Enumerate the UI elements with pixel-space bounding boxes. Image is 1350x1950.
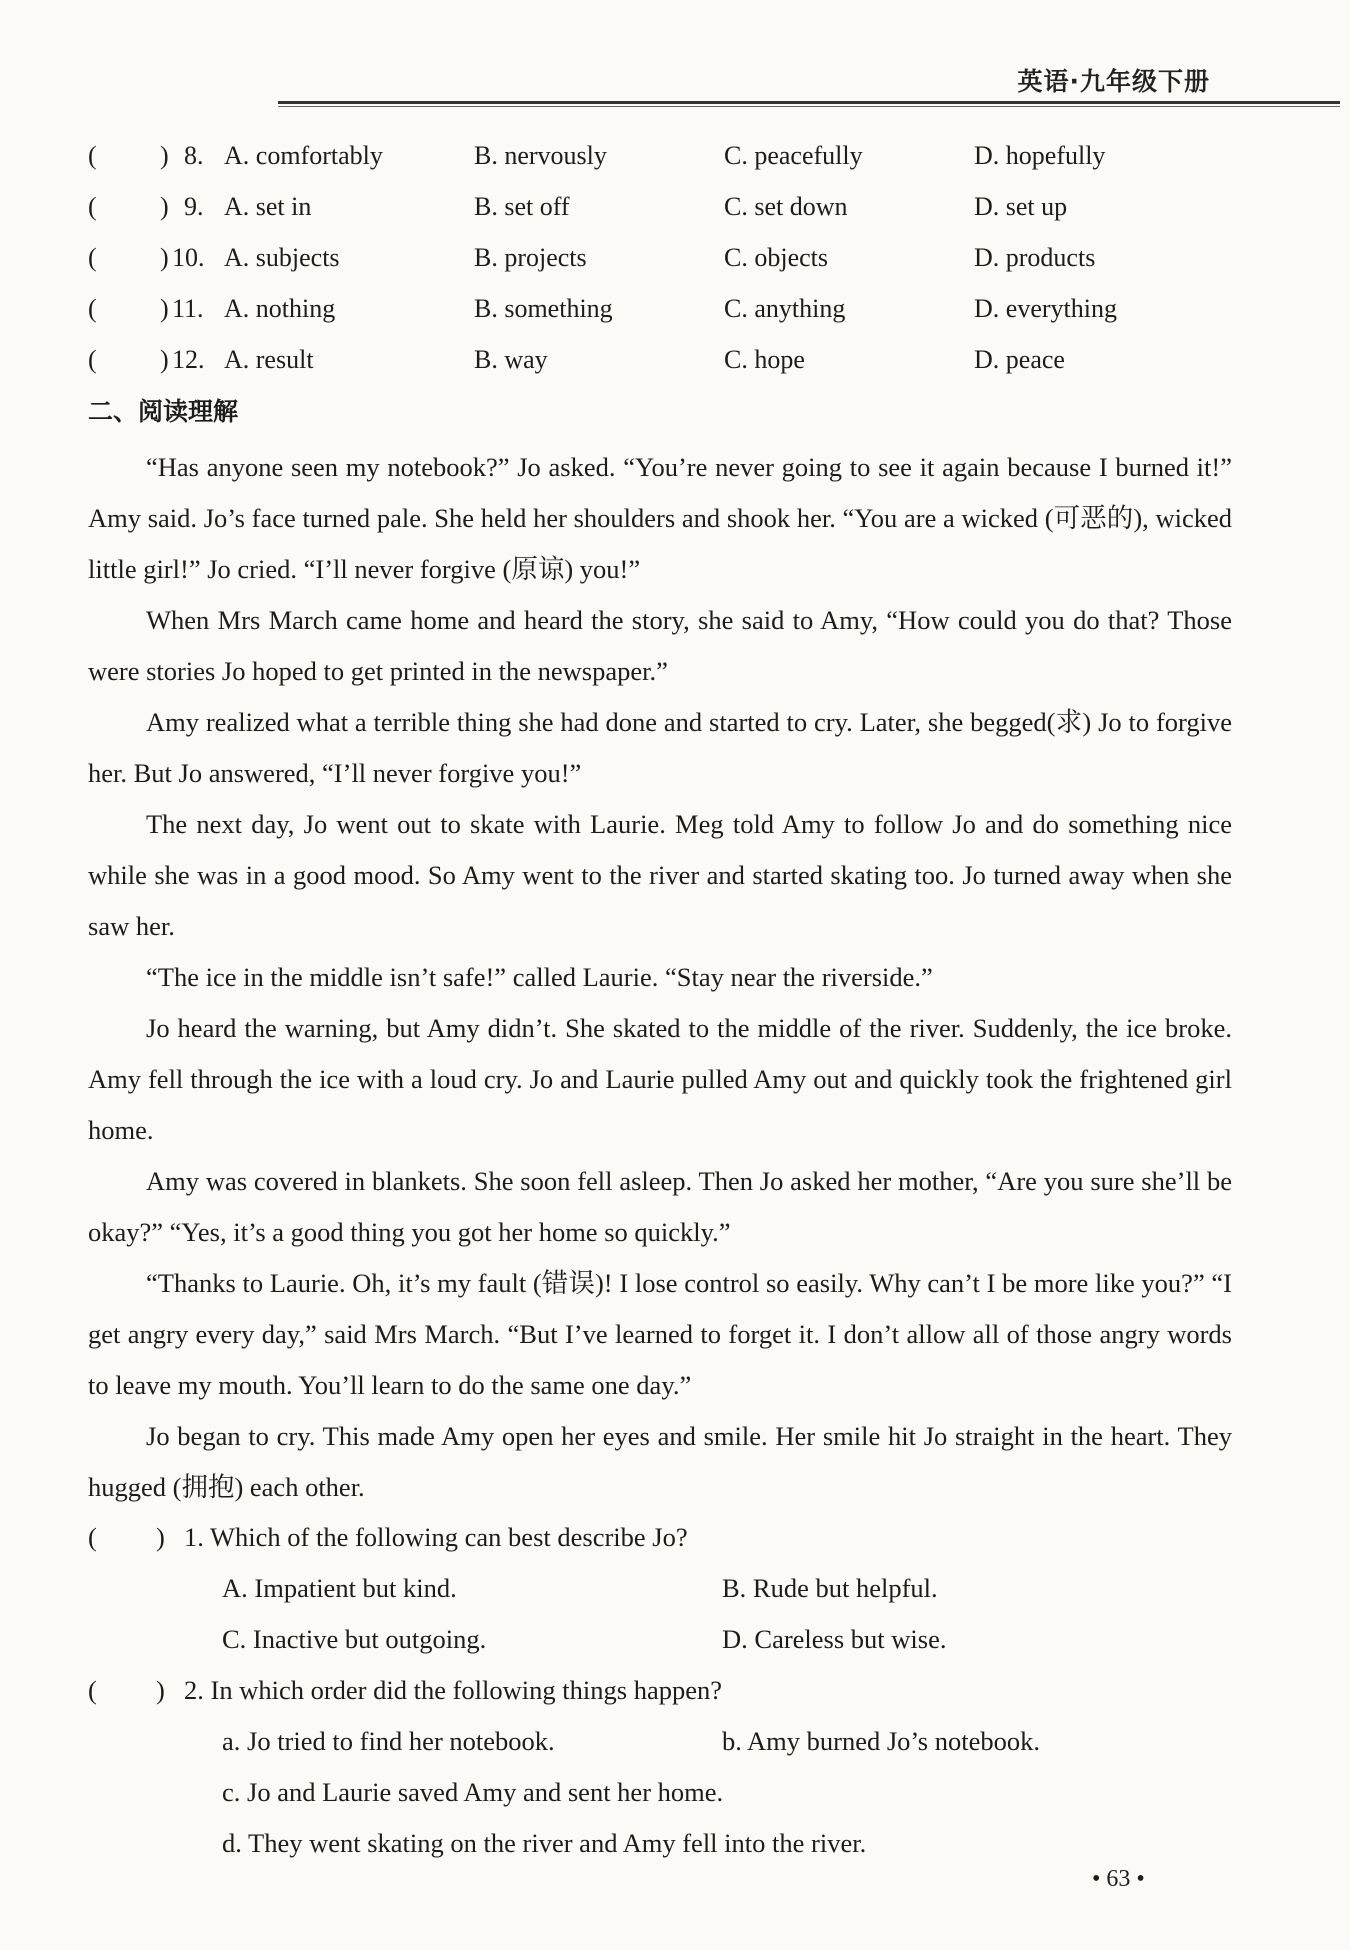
event-d: d. They went skating on the river and Amy fell into the river. — [222, 1828, 867, 1858]
passage-paragraph: “The ice in the middle isn’t safe!” called Laurie. “Stay near the riverside.” — [146, 962, 933, 992]
question-2-events-row — [88, 1818, 1248, 1869]
option-a: A. nothing — [224, 294, 336, 323]
answer-paren-open: ( — [88, 1522, 97, 1552]
option-d: D. peace — [974, 345, 1065, 374]
option-a: A. set in — [224, 192, 312, 221]
option-d: D. hopefully — [974, 141, 1106, 170]
comprehension-questions — [88, 1512, 1248, 1869]
cloze-option-row-10 — [88, 238, 1248, 289]
option-d: D. everything — [974, 294, 1117, 323]
question-2-events-row — [88, 1716, 1248, 1767]
option-a: A. Impatient but kind. — [222, 1573, 457, 1603]
header-divider-thin — [278, 106, 1340, 107]
answer-paren-open: ( — [88, 345, 97, 374]
cloze-options — [88, 136, 1248, 391]
option-c: C. hope — [724, 345, 805, 374]
cloze-option-row-11 — [88, 289, 1248, 340]
answer-paren-open: ( — [88, 294, 97, 323]
passage-paragraph: The next day, Jo went out to skate with Laurie. Meg told Amy to follow Jo and do something nice while she was in a good mood. So Amy went to the river and started skating too. Jo turned away when she saw her. — [88, 809, 1232, 941]
passage-paragraph: “Thanks to Laurie. Oh, it’s my fault (错误)! I lose control so easily. Why can’t I be more like you?” “I get angry every day,” said Mrs March. “But I’ve learned to forget it. I don’t allow all of those angry words to leave my mouth. You’ll learn to do the same one day.” — [88, 1268, 1232, 1400]
event-b: b. Amy burned Jo’s notebook. — [722, 1726, 1040, 1756]
question-2-stem: 2. In which order did the following things happen? — [184, 1675, 722, 1705]
answer-paren-close: ) — [160, 141, 169, 170]
question-number: 12. — [172, 345, 205, 374]
option-c: C. anything — [724, 294, 846, 323]
answer-paren-open: ( — [88, 192, 97, 221]
passage-paragraph: Amy was covered in blankets. She soon fell asleep. Then Jo asked her mother, “Are you sure she’ll be okay?” “Yes, it’s a good thing you got her home so quickly.” — [88, 1166, 1232, 1247]
option-b: B. something — [474, 294, 613, 323]
option-a: A. result — [224, 345, 314, 374]
option-d: D. products — [974, 243, 1096, 272]
option-b: B. projects — [474, 243, 587, 272]
option-a: A. comfortably — [224, 141, 383, 170]
passage-paragraph: Jo heard the warning, but Amy didn’t. She skated to the middle of the river. Suddenly, the ice broke. Amy fell through the ice with a loud cry. Jo and Laurie pulled Amy out and quickly took the frightened girl home. — [88, 1013, 1232, 1145]
option-c: C. objects — [724, 243, 828, 272]
option-c: C. peacefully — [724, 141, 863, 170]
answer-paren-close: ) — [156, 1522, 165, 1552]
cloze-option-row-8 — [88, 136, 1248, 187]
passage-paragraph: Amy realized what a terrible thing she had done and started to cry. Later, she begged(求) Jo to forgive her. But Jo answered, “I’ll never forgive you!” — [88, 707, 1232, 788]
cloze-option-row-12 — [88, 340, 1248, 391]
option-c: C. Inactive but outgoing. — [222, 1624, 487, 1654]
answer-paren-open: ( — [88, 243, 97, 272]
answer-paren-close: ) — [156, 1675, 165, 1705]
answer-paren-open: ( — [88, 1675, 97, 1705]
answer-paren-close: ) — [160, 294, 169, 323]
option-c: C. set down — [724, 192, 848, 221]
answer-paren-close: ) — [160, 192, 169, 221]
question-1-stem: 1. Which of the following can best describe Jo? — [184, 1522, 688, 1552]
question-1-options-row — [88, 1614, 1248, 1665]
question-number: 9. — [184, 192, 204, 221]
option-b: B. Rude but helpful. — [722, 1573, 938, 1603]
option-d: D. set up — [974, 192, 1068, 221]
question-number: 8. — [184, 141, 204, 170]
question-number: 11. — [172, 294, 204, 323]
answer-paren-close: ) — [160, 345, 169, 374]
passage-paragraph: “Has anyone seen my notebook?” Jo asked. “You’re never going to see it again because I burned it!” Amy said. Jo’s face turned pale. She held her shoulders and shook her. “You are a wicked (可恶的), wicked little girl!” Jo cried. “I’ll never forgive (原谅) you!” — [88, 452, 1232, 584]
cloze-option-row-9 — [88, 187, 1248, 238]
question-1-options-row — [88, 1563, 1248, 1614]
passage-paragraph: Jo began to cry. This made Amy open her eyes and smile. Her smile hit Jo straight in the heart. They hugged (拥抱) each other. — [88, 1421, 1232, 1502]
page-number: • 63 • — [1092, 1866, 1145, 1892]
reading-passage — [88, 442, 1232, 1513]
option-a: A. subjects — [224, 243, 340, 272]
header-divider — [278, 101, 1340, 104]
question-2-stem-row — [88, 1665, 1248, 1716]
option-b: B. way — [474, 345, 548, 374]
passage-paragraph: When Mrs March came home and heard the story, she said to Amy, “How could you do that? Those were stories Jo hoped to get printed in the newspaper.” — [88, 605, 1232, 686]
option-b: B. set off — [474, 192, 570, 221]
page-header-title: 英语·九年级下册 — [1017, 67, 1210, 96]
option-b: B. nervously — [474, 141, 607, 170]
answer-paren-open: ( — [88, 141, 97, 170]
question-1-stem-row — [88, 1512, 1248, 1563]
option-d: D. Careless but wise. — [722, 1624, 947, 1654]
section-title: 二、阅读理解 — [88, 397, 239, 426]
event-c: c. Jo and Laurie saved Amy and sent her home. — [222, 1777, 724, 1807]
question-number: 10. — [172, 243, 205, 272]
question-2-events-row — [88, 1767, 1248, 1818]
event-a: a. Jo tried to find her notebook. — [222, 1726, 555, 1756]
answer-paren-close: ) — [160, 243, 169, 272]
